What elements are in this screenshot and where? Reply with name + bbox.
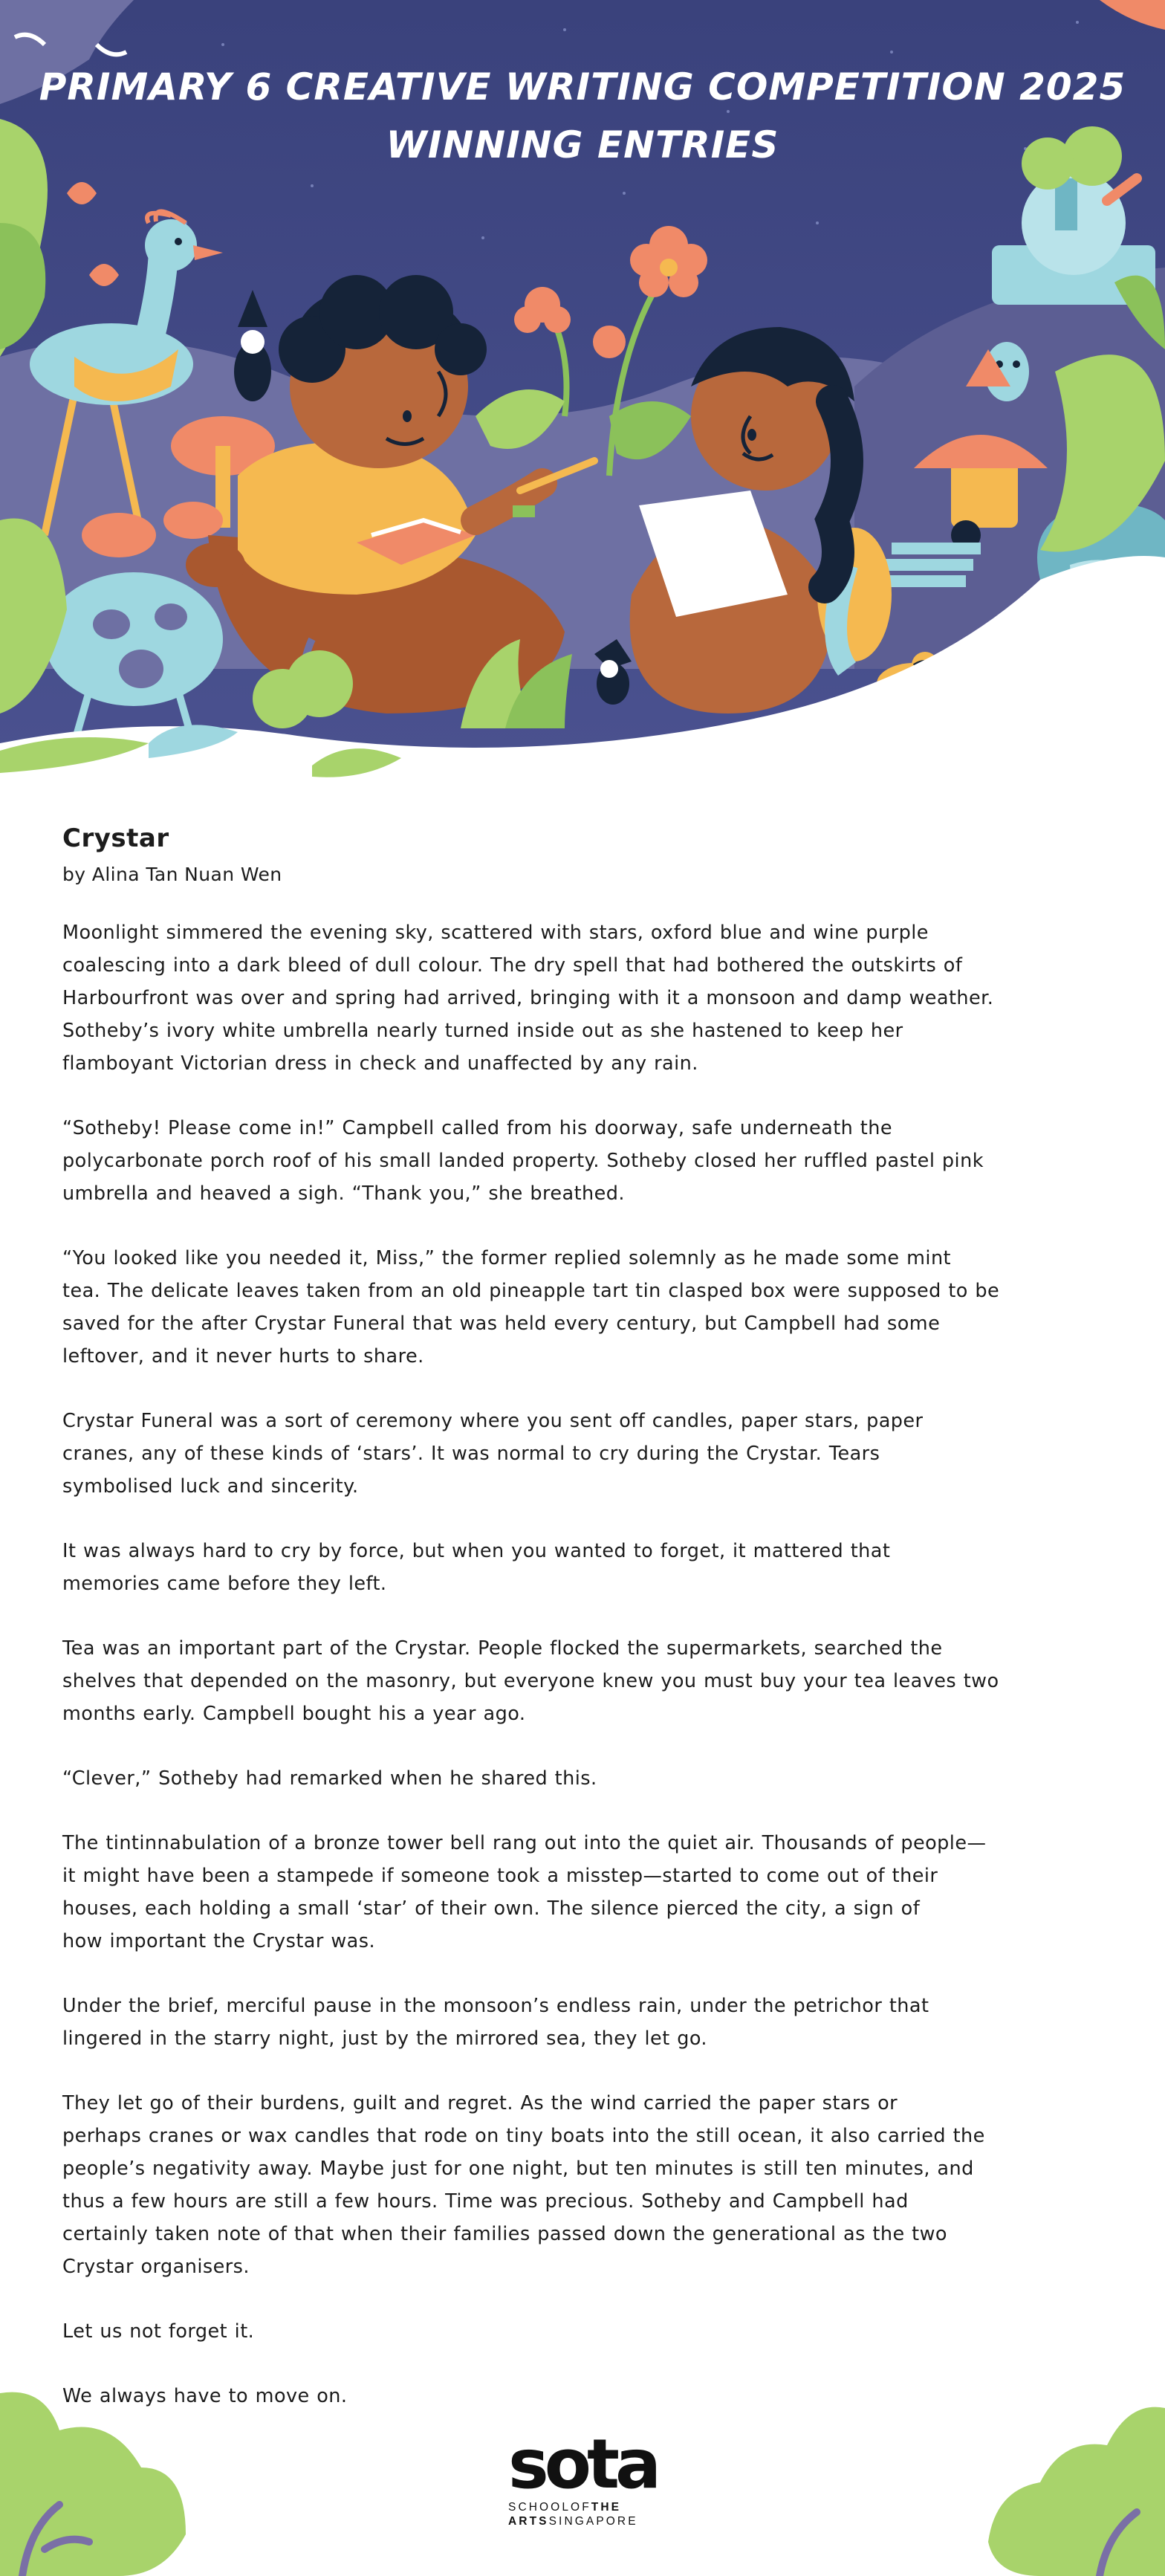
- story-paragraph: The tintinnabulation of a bronze tower bell rang out into the quiet air. Thousands of people— it might have been a stampede if someone took a misstep—started to come out of their houses, each holding a small ‘star’ of their own. The silence pierced the city, a sign of how important the Crystar was.: [62, 1832, 987, 1952]
- logo-text: SINGAPORE: [548, 2515, 638, 2528]
- logo-subtitle: [508, 2500, 657, 2528]
- banner-title-line-1: PRIMARY 6 CREATIVE WRITING COMPETITION 2025: [39, 65, 1126, 109]
- story-paragraph: “Clever,” Sotheby had remarked when he shared this.: [62, 1767, 597, 1790]
- story-paragraph: It was always hard to cry by force, but when you wanted to forget, it mattered that memories came before they left.: [62, 1540, 891, 1595]
- story-author: by Alina Tan Nuan Wen: [62, 864, 282, 885]
- story-paragraph: We always have to move on.: [62, 2385, 348, 2407]
- story-paragraph: Moonlight simmered the evening sky, scattered with stars, oxford blue and wine purple coalescing into a dark bleed of dull colour. The dry spell that had bothered the outskirts of Harbourfront was over and spring had arrived, bringing with it a monsoon and damp weather. Sotheby’s ivory white umbrella nearly turned inside out as she hastened to keep her flamboyant Victorian dress in check and unaffected by any rain.: [62, 922, 994, 1075]
- story-article: [62, 823, 1103, 2444]
- kids-reading-illustration: [0, 0, 1165, 803]
- footer: [0, 2363, 1165, 2576]
- story-paragraph: “Sotheby! Please come in!” Campbell called from his doorway, safe underneath the polycarbonate porch roof of his small landed property. Sotheby closed her ruffled pastel pink umbrella and heaved a sigh. “Thank you,” she breathed.: [62, 1117, 984, 1205]
- sota-logo: [508, 2424, 658, 2528]
- banner-title-line-2: WINNING ENTRIES: [386, 123, 779, 166]
- story-paragraph: They let go of their burdens, guilt and regret. As the wind carried the paper stars or perhaps cranes or wax candles that rode on tiny boats into the still ocean, it also carried the people’s negativity away. Maybe just for one night, but ten minutes is still ten minutes, and thus a few hours are still a few hours. Time was precious. Sotheby and Campbell had certainly taken note of that when their families passed down the generational as the two Crystar organisers.: [62, 2092, 985, 2278]
- story-paragraph: Under the brief, merciful pause in the monsoon’s endless rain, under the petrichor that lingered in the starry night, just by the mirrored sea, they let go.: [62, 1995, 929, 2050]
- logo-text: SCHOOLOF: [508, 2501, 591, 2514]
- story-body: [62, 916, 1103, 2412]
- story-title: Crystar: [62, 823, 169, 853]
- header-illustration: [0, 0, 1165, 803]
- story-paragraph: Tea was an important part of the Crystar. People flocked the supermarkets, searched the shelves that depended on the masonry, but everyone knew you must buy your tea leaves two months early. Campbell bought his a year ago.: [62, 1637, 999, 1725]
- story-paragraph: Crystar Funeral was a sort of ceremony where you sent off candles, paper stars, paper cranes, any of these kinds of ‘stars’. It was normal to cry during the Crystar. Tears symbolised luck and sincerity.: [62, 1410, 924, 1498]
- logo-wordmark: sota: [508, 2424, 658, 2504]
- story-paragraph: “You looked like you needed it, Miss,” the former replied solemnly as he made some mint tea. The delicate leaves taken from an old pineapple tart tin clasped box were supposed to be saved for the after Crystar Funeral that was held every century, but Campbell had some leftover, and it never hurts to share.: [62, 1247, 1000, 1368]
- story-paragraph: Let us not forget it.: [62, 2320, 255, 2343]
- logo-text-bold: ARTS: [508, 2515, 549, 2528]
- logo-text-bold: THE: [591, 2501, 622, 2514]
